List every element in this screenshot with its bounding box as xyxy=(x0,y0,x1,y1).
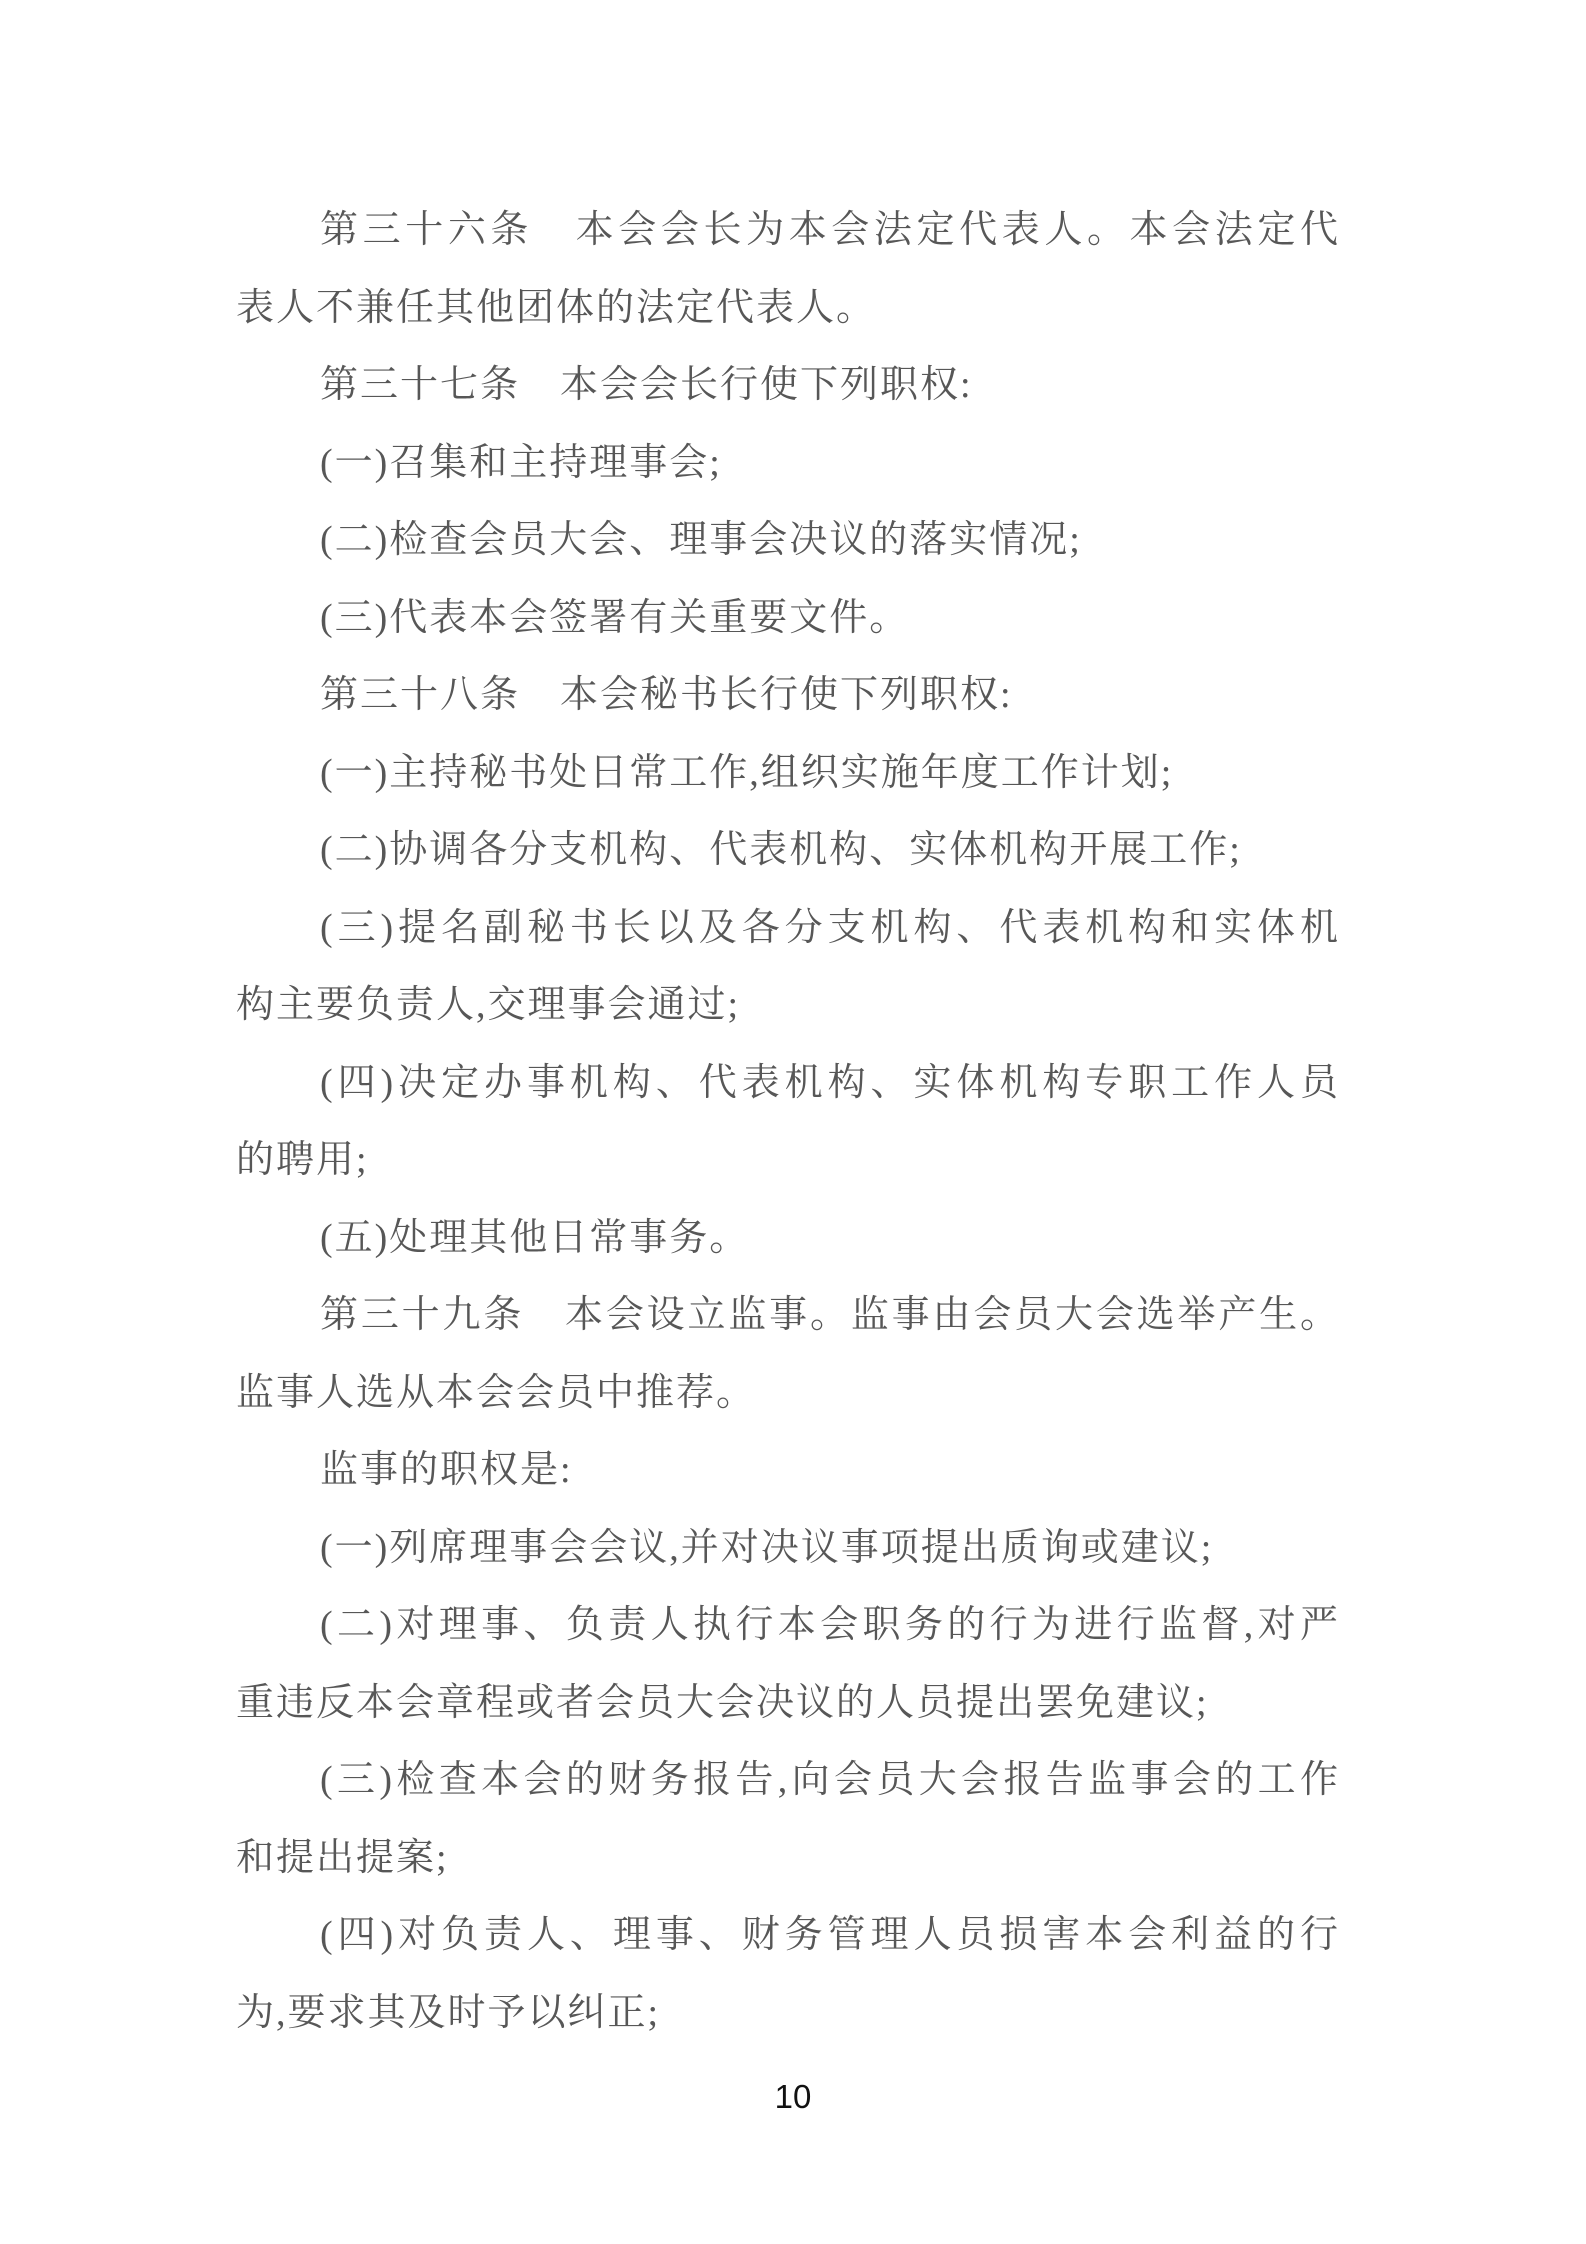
text-line: (五)处理其他日常事务。 xyxy=(320,1216,750,1259)
text-line: 第三十六条 本会会长为本会法定代表人。本会法定代 xyxy=(320,209,1340,251)
text-line: (二)协调各分支机构、代表机构、实体机构开展工作; xyxy=(320,829,1242,871)
text-line: 为,要求其及时予以纠正; xyxy=(236,1991,661,2034)
text-line: (二)对理事、负责人执行本会职务的行为进行监督,对严 xyxy=(320,1604,1340,1646)
text-line: 第三十八条 本会秘书长行使下列职权: xyxy=(320,674,1013,716)
document-body xyxy=(236,192,1340,2052)
text-line: 表人不兼任其他团体的法定代表人。 xyxy=(236,286,877,329)
text-line: (四)对负责人、理事、财务管理人员损害本会利益的行 xyxy=(320,1914,1340,1956)
text-line: 第三十七条 本会会长行使下列职权: xyxy=(320,364,973,406)
text-line: 监事人选从本会会员中推荐。 xyxy=(236,1371,757,1414)
text-line: (三)检查本会的财务报告,向会员大会报告监事会的工作 xyxy=(320,1759,1340,1801)
text-line: (一)列席理事会会议,并对决议事项提出质询或建议; xyxy=(320,1526,1214,1569)
page-number: 10 xyxy=(774,2078,812,2115)
text-line: 和提出提案; xyxy=(236,1836,449,1879)
text-line: (一)主持秘书处日常工作,组织实施年度工作计划; xyxy=(320,751,1174,794)
text-line: (二)检查会员大会、理事会决议的落实情况; xyxy=(320,519,1082,561)
text-line: 重违反本会章程或者会员大会决议的人员提出罢免建议; xyxy=(236,1681,1209,1724)
page-footer xyxy=(0,2078,1586,2116)
text-line: 构主要负责人,交理事会通过; xyxy=(236,984,741,1026)
text-line: 的聘用; xyxy=(236,1139,369,1181)
text-line: 监事的职权是: xyxy=(320,1449,573,1491)
text-line: (四)决定办事机构、代表机构、实体机构专职工作人员 xyxy=(320,1061,1340,1104)
text-line: (三)提名副秘书长以及各分支机构、代表机构和实体机 xyxy=(320,906,1340,949)
text-line: 第三十九条 本会设立监事。监事由会员大会选举产生。 xyxy=(320,1294,1340,1336)
text-line: (一)召集和主持理事会; xyxy=(320,441,722,484)
text-line: (三)代表本会签署有关重要文件。 xyxy=(320,596,910,639)
